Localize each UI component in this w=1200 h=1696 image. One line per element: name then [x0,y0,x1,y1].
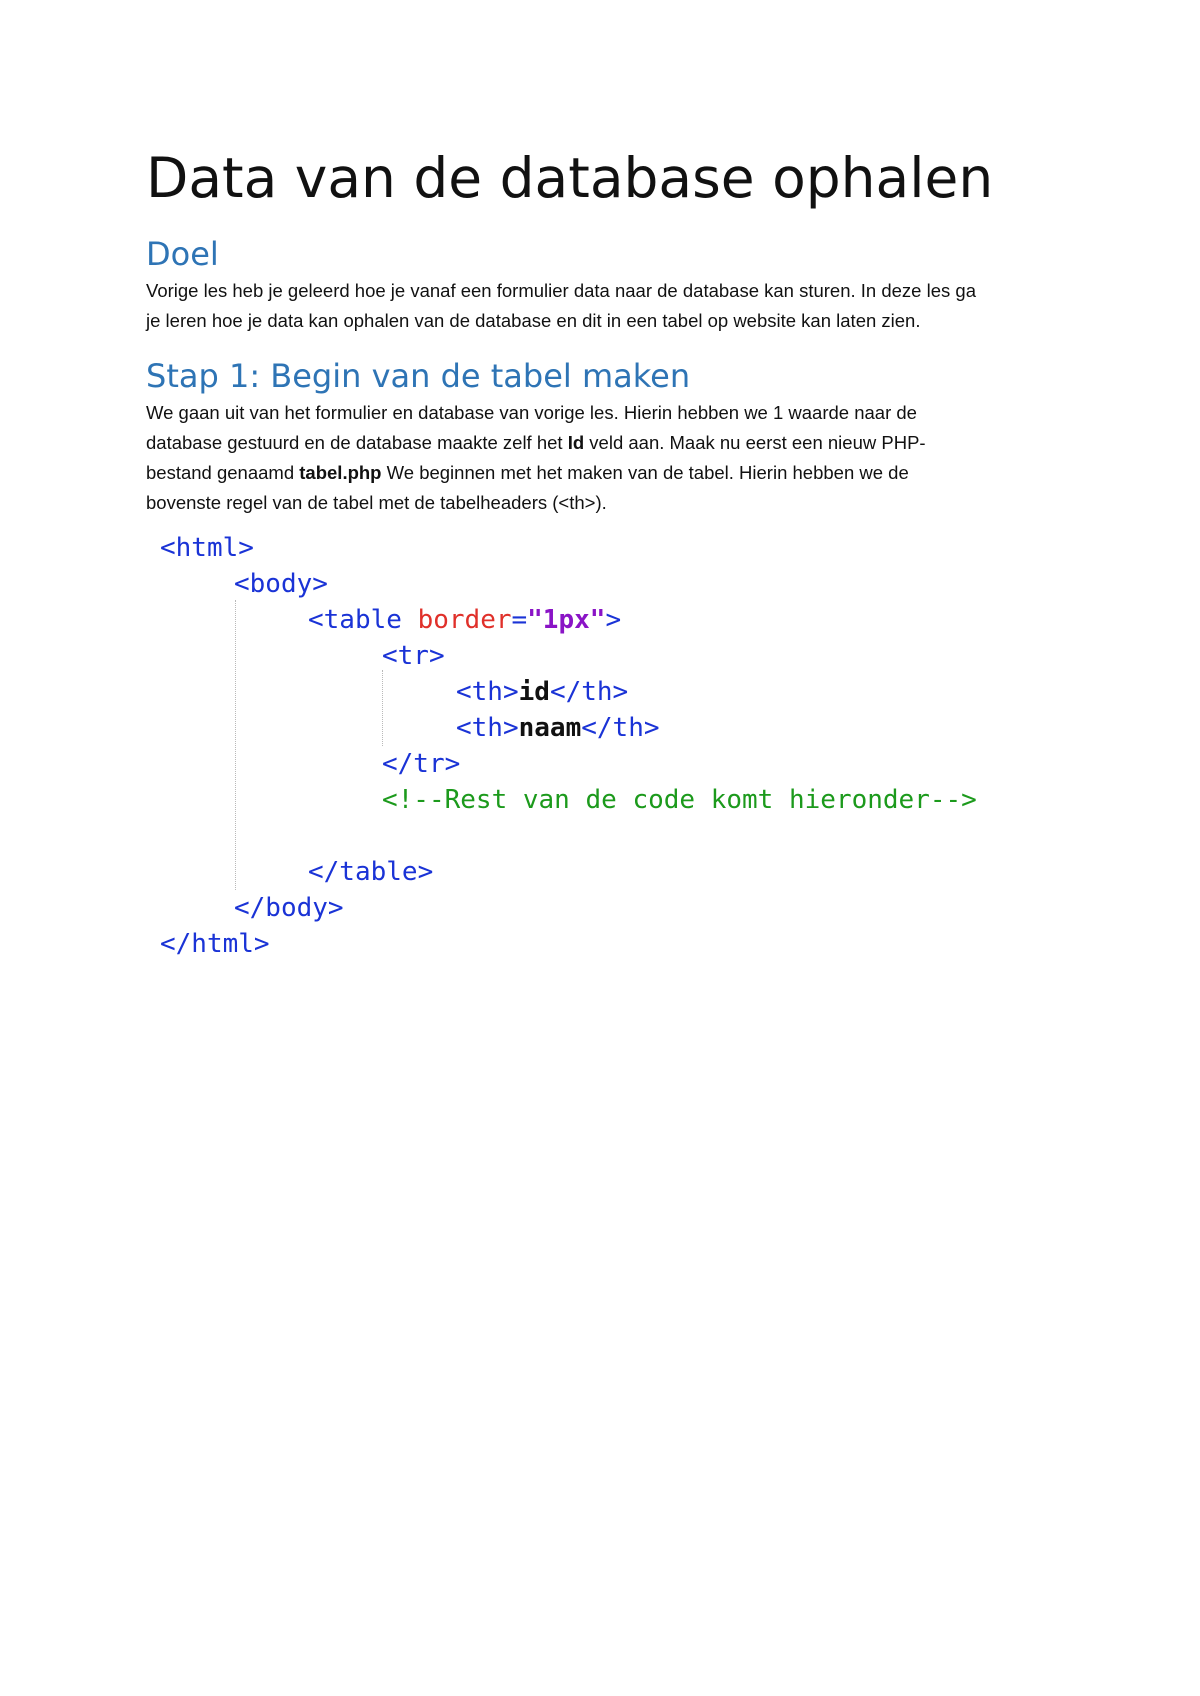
code-line-th-naam [456,710,660,746]
indent-guide [382,670,383,746]
code-token: </th> [549,677,629,707]
code-line-body-close [234,890,344,926]
code-token: <html> [160,533,254,563]
bold-filename: tabel.php [299,462,382,483]
code-line-html-close [160,926,270,962]
code-line-tr-open [382,638,445,674]
code-token: </th> [581,713,660,743]
paragraph-line [146,428,1076,458]
code-token: border [417,605,512,635]
code-token: </body> [234,893,344,923]
code-token: id [518,677,550,707]
paragraph-line: bovenste regel van de tabel met de tabelheaders (<th>). [146,492,607,513]
code-token: </html> [160,929,270,959]
section-heading-stap-1: Stap 1: Begin van de tabel maken [146,357,691,395]
paragraph-line [146,458,1076,488]
code-line-table-close [308,854,433,890]
paragraph-line: Vorige les heb je geleerd hoe je vanaf een formulier data naar de database kan sturen. In deze les ga [146,280,976,301]
code-token: = [511,605,528,635]
text-run: We beginnen met het maken van de tabel. Hierin hebben we de [381,462,909,483]
stap-1-paragraph [146,398,1076,518]
bold-id: Id [567,432,585,453]
code-block [160,530,1120,970]
paragraph-line: We gaan uit van het formulier en database van vorige les. Hierin hebben we 1 waarde naar de [146,402,917,423]
section-heading-doel: Doel [146,235,219,273]
text-run: bestand genaamd [146,462,300,483]
code-line-comment [382,782,977,818]
code-token: <!--Rest van de code komt hieronder--> [382,785,977,815]
code-token: </table> [308,857,434,887]
paragraph-line: je leren hoe je data kan ophalen van de database en dit in een tabel op website kan laten zien. [146,310,921,331]
code-token: <body> [234,569,328,599]
code-token: <th> [456,677,519,707]
code-token: </tr> [382,749,461,779]
text-run: veld aan. Maak nu eerst een nieuw PHP- [584,432,926,453]
code-token: <tr> [382,641,445,671]
page-title: Data van de database ophalen [146,146,994,210]
code-line-tr-close [382,746,460,782]
code-line-table-open [308,602,621,638]
code-token: > [605,605,622,635]
indent-guide [235,600,236,890]
code-token: naam [518,713,582,743]
text-run: database gestuurd en de database maakte zelf het [146,432,568,453]
code-token: "1px" [527,605,606,635]
doel-paragraph [146,276,1076,336]
code-line-html-open [160,530,254,566]
code-line-th-id [456,674,628,710]
code-line-body-open [234,566,328,602]
code-token: <th> [456,713,519,743]
code-token: <table [308,605,418,635]
